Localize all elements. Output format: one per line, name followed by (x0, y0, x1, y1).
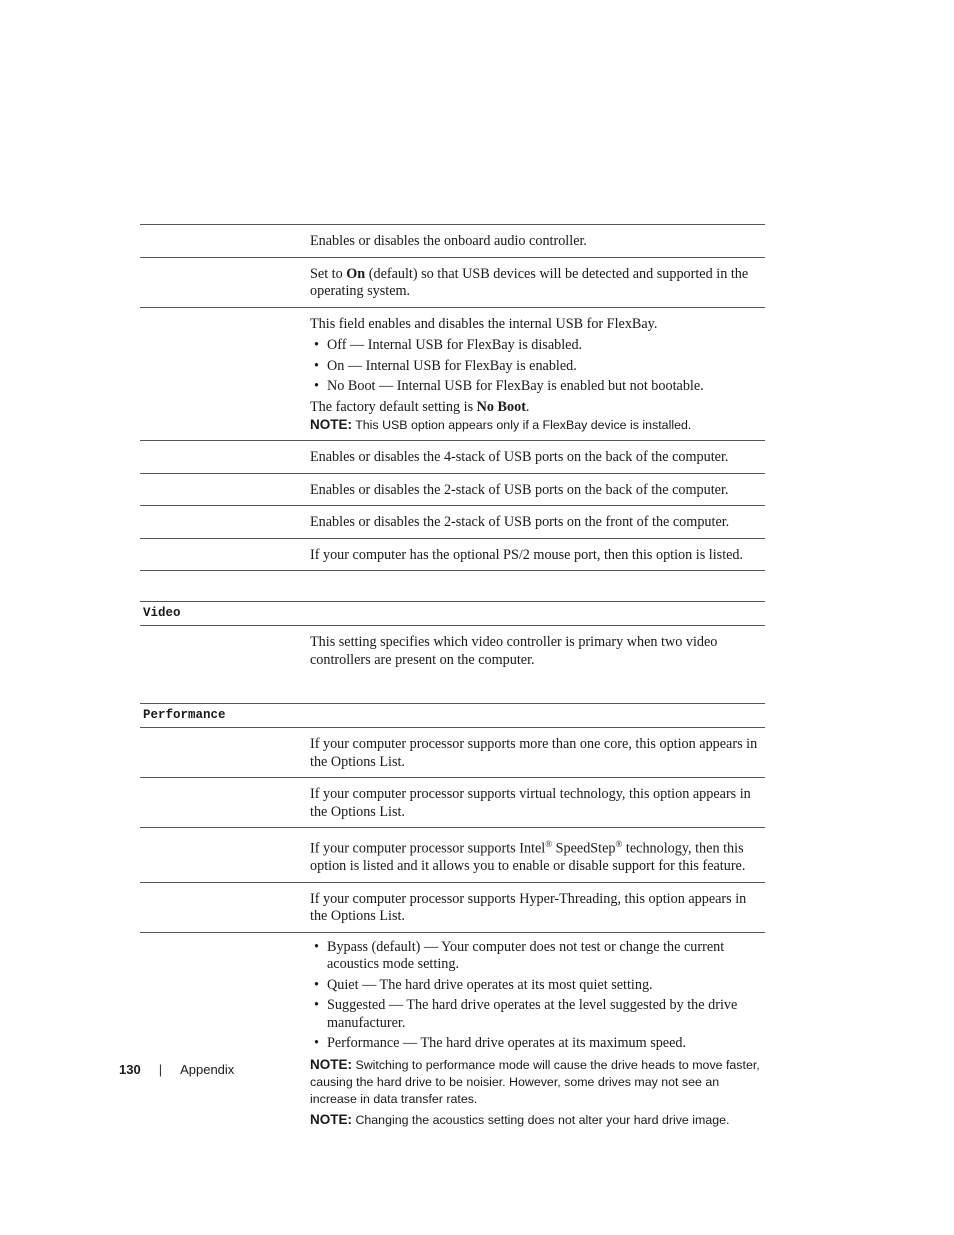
flexbay-intro: This field enables and disables the internal USB for FlexBay. (310, 315, 658, 332)
acoustics-note-1: NOTE: Switching to performance mode will cause the drive heads to move faster, causing the hard drive to be noisier. However, some drives may not see an increase in data transfer rates. (310, 1056, 760, 1106)
section-heading-video: Video (140, 601, 765, 626)
section-heading-performance: Performance (140, 703, 765, 728)
table-row (140, 728, 765, 777)
table-row (140, 932, 765, 1135)
table-row (140, 307, 765, 441)
list-item: • Bypass (default) — Your computer does not test or change the current acoustics mode setting. (327, 939, 765, 974)
settings-table (140, 224, 765, 1135)
description: If your computer processor supports more than one core, this option appears in the Options List. (310, 736, 758, 770)
description: If your computer processor supports Hyper-Threading, this option appears in the Options List. (310, 890, 747, 925)
description: If your computer has the optional PS/2 mouse port, then this option is listed. (310, 546, 744, 563)
table-row (140, 538, 765, 572)
table-row (140, 257, 765, 307)
table-row (140, 626, 765, 675)
description: This setting specifies which video controller is primary when two video controllers are present on the computer. (310, 634, 718, 668)
footer-section: Appendix (180, 1062, 235, 1077)
flexbay-note: NOTE: This USB option appears only if a FlexBay device is installed. (310, 417, 692, 432)
page-footer (119, 1062, 234, 1077)
table-row (140, 505, 765, 538)
table-row (140, 224, 765, 257)
list-item: • Performance — The hard drive operates at its maximum speed. (327, 1035, 765, 1053)
description: Set to On (default) so that USB devices will be detected and supported in the operating system. (310, 265, 749, 299)
table-row (140, 777, 765, 827)
description: Enables or disables the onboard audio controller. (310, 233, 587, 249)
description: If your computer processor supports virtual technology, this option appears in the Options List. (310, 786, 751, 820)
description: Enables or disables the 2-stack of USB ports on the back of the computer. (310, 481, 729, 498)
description: If your computer processor supports Intel® SpeedStep® technology, then this option is listed and it allows you to enable or disable support for this feature. (310, 839, 746, 875)
video-section (140, 601, 765, 675)
description: Enables or disables the 4-stack of USB ports on the back of the computer. (310, 449, 729, 465)
table-row (140, 827, 765, 882)
acoustics-note-2: NOTE: Changing the acoustics setting does not alter your hard drive image. (310, 1111, 730, 1127)
table-row (140, 882, 765, 932)
list-item: • Quiet — The hard drive operates at its most quiet setting. (327, 977, 765, 995)
footer-separator: | (158, 1062, 163, 1077)
acoustics-options-list (310, 939, 765, 1053)
list-item: • Suggested — The hard drive operates at the level suggested by the drive manufacturer. (327, 997, 765, 1032)
table-row (140, 440, 765, 473)
flexbay-options-list (310, 337, 765, 396)
description: Enables or disables the 2-stack of USB ports on the front of the computer. (310, 514, 730, 530)
table-row (140, 473, 765, 506)
list-item: • No Boot — Internal USB for FlexBay is enabled but not bootable. (327, 378, 765, 396)
page-number: 130 (119, 1062, 141, 1077)
flexbay-default: The factory default setting is No Boot. (310, 398, 530, 415)
list-item: • On — Internal USB for FlexBay is enabled. (327, 358, 765, 376)
list-item: • Off — Internal USB for FlexBay is disabled. (327, 337, 765, 355)
